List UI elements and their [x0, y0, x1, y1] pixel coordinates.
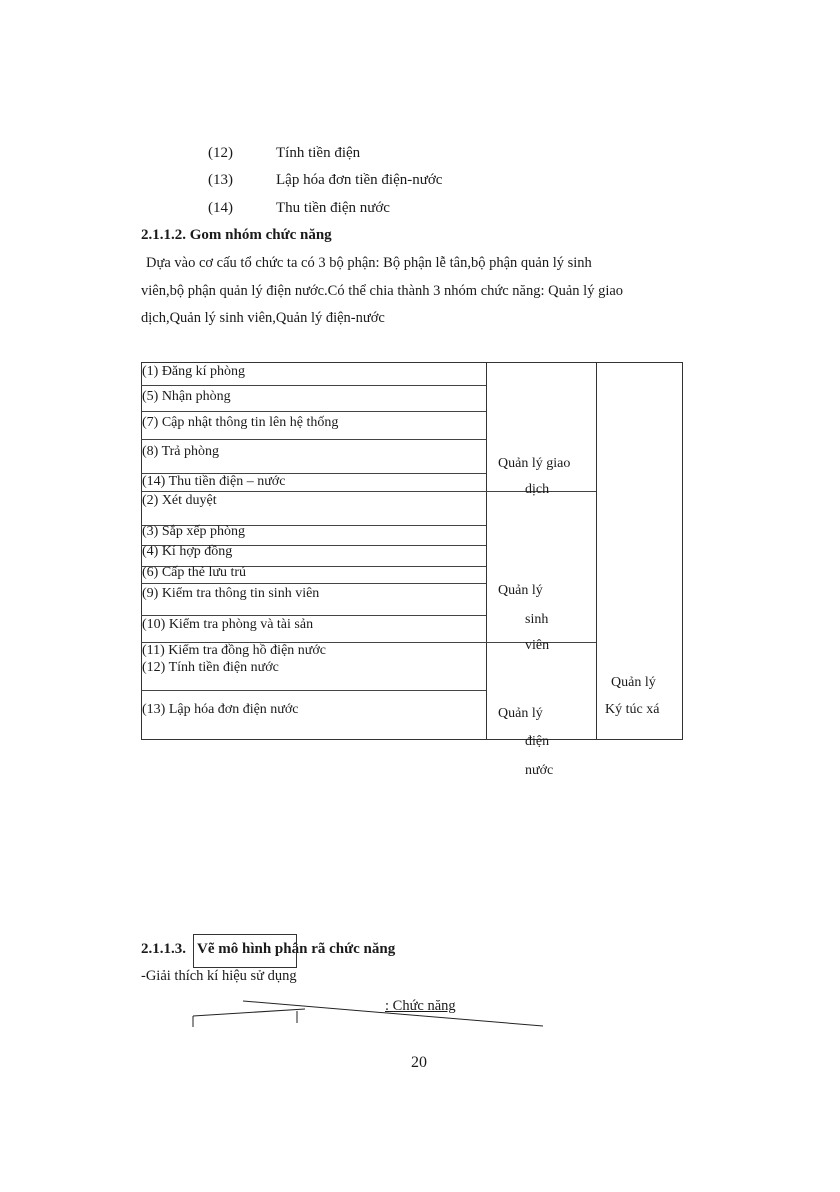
legend-intro: -Giải thích kí hiệu sử dụng [141, 968, 297, 984]
table-row: (1) Đăng kí phòng [142, 364, 246, 379]
paragraph-line: dịch,Quản lý sinh viên,Quản lý điện-nước [141, 310, 385, 326]
table-row: (5) Nhận phòng [142, 389, 231, 404]
table-row: (13) Lập hóa đơn điện nước [142, 702, 299, 717]
table-row: (8) Trả phòng [142, 444, 220, 459]
row-divider [141, 615, 486, 616]
group-label-utilities: Quản lý [498, 706, 543, 721]
table-row: (10) Kiểm tra phòng và tài sản [142, 617, 314, 632]
row-divider [141, 411, 486, 412]
group-label-utilities: điện [525, 734, 550, 749]
legend-box-top [193, 1009, 305, 1016]
table-row: (2) Xét duyệt [142, 493, 217, 508]
function-symbol-legend [185, 995, 555, 1035]
paragraph-line: Dựa vào cơ cấu tổ chức ta có 3 bộ phận: Bộ phận lễ tân,bộ phận quản lý sinh [146, 255, 592, 271]
table-row: (7) Cập nhật thông tin lên hệ thống [142, 415, 339, 430]
column-divider [596, 362, 597, 739]
selection-box [193, 934, 297, 968]
row-divider [141, 439, 486, 440]
table-row: (12) Tính tiền điện nước [142, 660, 279, 675]
function-group-table [141, 362, 682, 778]
section-heading-number: 2.1.1.3. [141, 941, 186, 957]
table-row: (6) Cấp thẻ lưu trú [142, 565, 247, 580]
table-row: (11) Kiểm tra đồng hồ điện nước [142, 643, 326, 658]
group-label-dormitory: Ký túc xá [605, 702, 660, 717]
table-row: (9) Kiểm tra thông tin sinh viên [142, 586, 320, 601]
list-item-text: Tính tiền điện [276, 145, 361, 161]
list-item-text: Thu tiền điện nước [276, 200, 390, 216]
list-item-text: Lập hóa đơn tiền điện-nước [276, 172, 443, 188]
table-row: (14) Thu tiền điện – nước [142, 474, 286, 489]
list-item-number: (12) [208, 145, 233, 161]
group-label-dormitory: Quản lý [611, 675, 656, 690]
row-divider [141, 385, 486, 386]
legend-label: : Chức năng [385, 998, 456, 1014]
paragraph-line: viên,bộ phận quản lý điện nước.Có thể chia thành 3 nhóm chức năng: Quản lý giao [141, 283, 624, 299]
row-divider [141, 583, 486, 584]
list-item-number: (13) [208, 172, 233, 188]
section-heading: 2.1.1.2. Gom nhóm chức năng [141, 227, 332, 243]
group-label-student: Quản lý [498, 583, 543, 598]
group-label-student: viên [525, 638, 550, 653]
group-label-transaction: Quản lý giao [498, 456, 571, 471]
section-heading-text: Vẽ mô hình phân rã chức năng [197, 941, 396, 957]
group-label-student: sinh [525, 612, 549, 627]
group-label-transaction: dịch [525, 482, 550, 497]
list-item-number: (14) [208, 200, 233, 216]
table-row: (4) Kí hợp đồng [142, 544, 233, 559]
table-row: (3) Sắp xếp phòng [142, 524, 246, 539]
column-divider [486, 362, 487, 739]
row-divider [141, 690, 486, 691]
group-label-utilities: nước [525, 763, 554, 778]
page-number: 20 [411, 1054, 427, 1071]
